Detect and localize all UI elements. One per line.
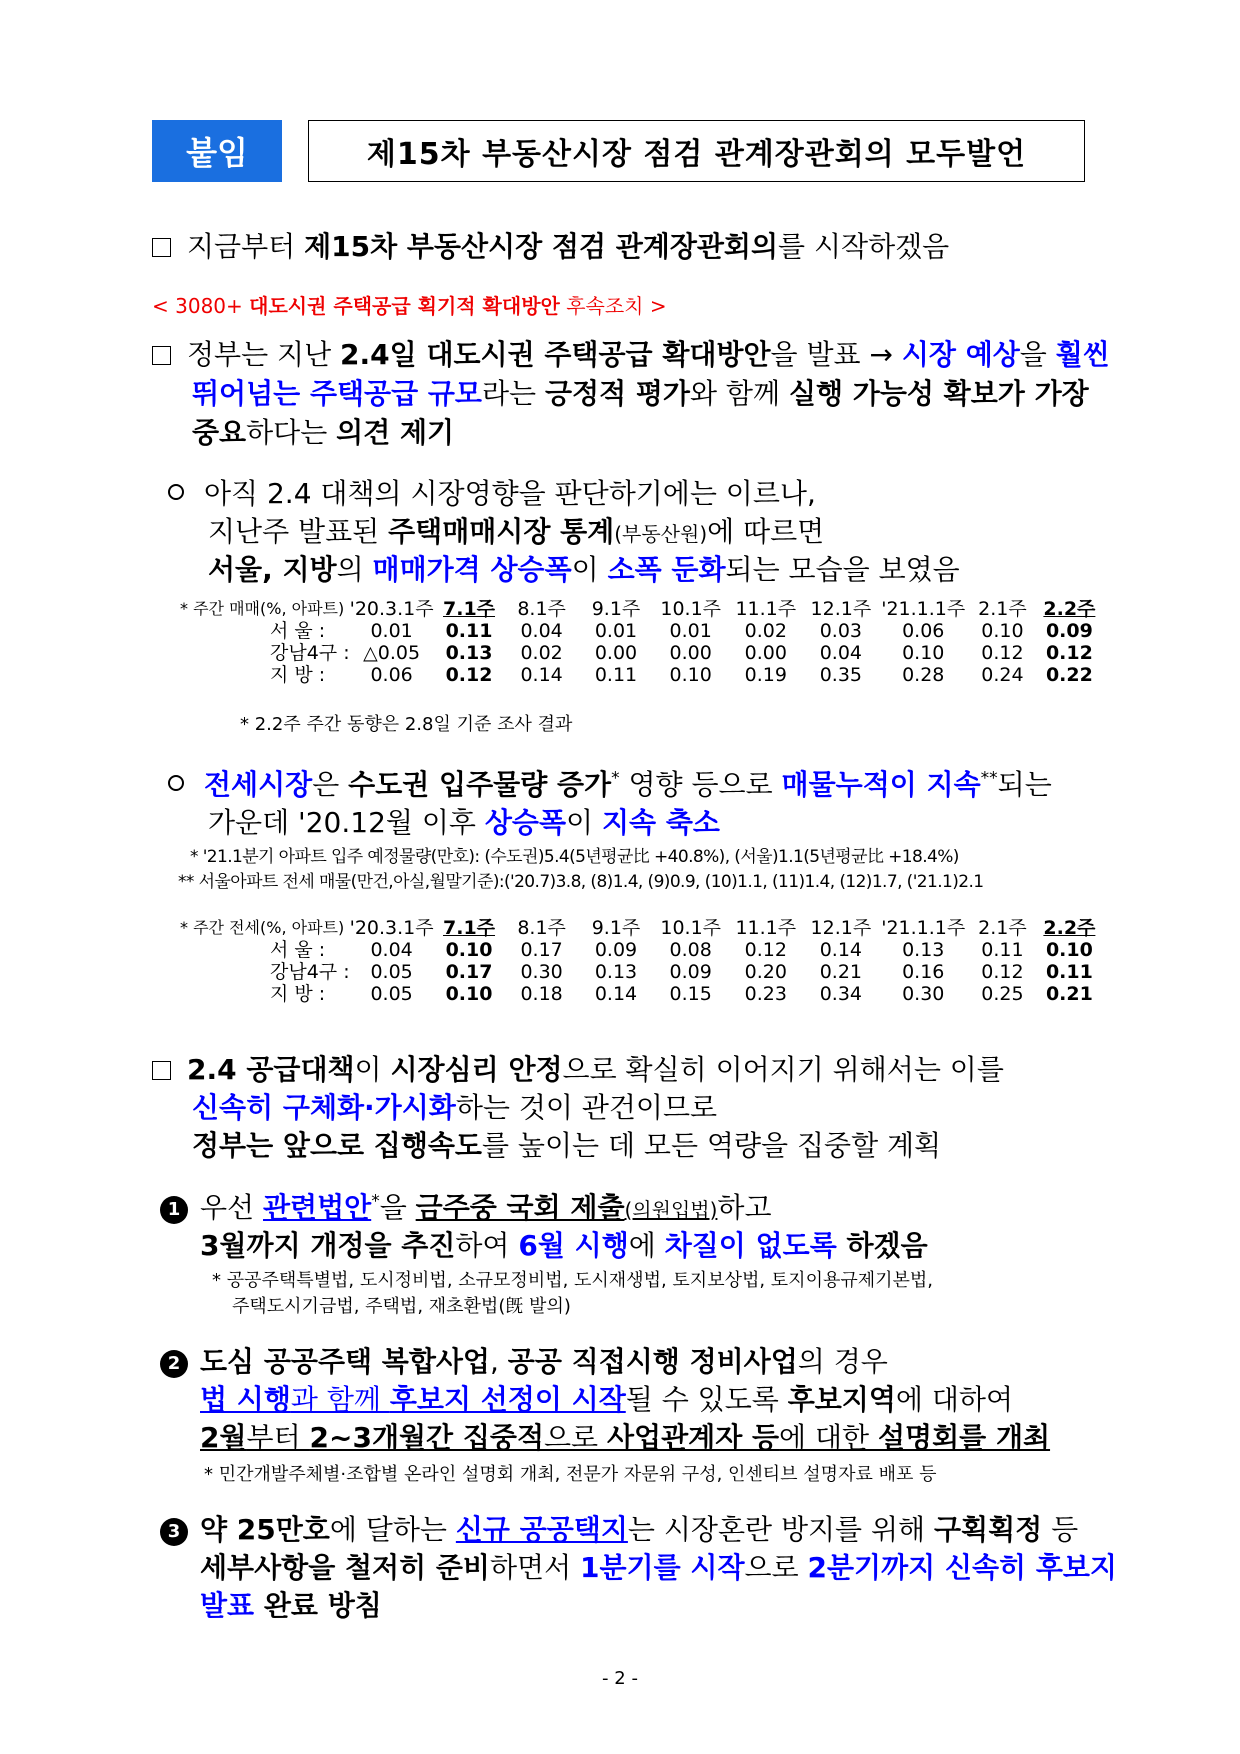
paragraph-policy-line1: [152, 1048, 1004, 1088]
text-bold: 실행 가능성 확보가 가장: [788, 377, 1089, 410]
text: 후속조치 >: [559, 294, 667, 318]
item-3-line3: [200, 1584, 382, 1624]
text-blue: 매물누적이 지속: [781, 768, 981, 801]
text-blue: 관련법안: [263, 1191, 372, 1224]
text: 영향 등으로: [619, 768, 782, 801]
row-label: 지 방 :: [270, 664, 326, 686]
column-header: 2.2주: [1043, 917, 1096, 939]
text: 우선: [200, 1191, 263, 1224]
paragraph-market-line1: [168, 472, 816, 512]
column-header: 11.1주: [735, 598, 797, 620]
text-bold: 공공 직접시행 정비사업: [507, 1345, 798, 1378]
text-bold: 설명회를 개최: [878, 1421, 1051, 1454]
text-bold: 구획획정: [934, 1513, 1043, 1546]
item-1-line2: [200, 1224, 928, 1264]
table-header-row: [180, 598, 1102, 620]
table-cell: 0.06: [902, 620, 945, 642]
column-header: '20.3.1주: [349, 598, 434, 620]
text-blue: 6월 시행: [518, 1229, 629, 1262]
text-bold: 3월까지 개정을 추진: [200, 1229, 456, 1262]
paragraph-jeonse-line2: [208, 801, 720, 841]
text: < 3080+: [152, 294, 250, 318]
circle-bullet-icon: [168, 484, 184, 500]
text-blue: 1분기를 시작: [580, 1551, 745, 1584]
table-row: [180, 961, 1102, 983]
text: 으로: [544, 1421, 607, 1454]
table-row: [180, 664, 1102, 686]
row-label: 강남4구 :: [270, 642, 350, 664]
text: 지금부터: [187, 230, 305, 263]
document-title: 제15차 부동산시장 점검 관계장관회의 모두발언: [308, 120, 1085, 182]
column-header: 9.1주: [591, 917, 641, 939]
table-cell: 0.17: [520, 939, 563, 961]
text: 이: [566, 806, 602, 839]
text-blue: 매매가격 상승폭: [372, 553, 572, 586]
text-bold: 사업관계자 등: [607, 1421, 780, 1454]
text: 이: [571, 553, 608, 586]
text-bold: 2월: [200, 1421, 247, 1454]
column-header: '21.1.1주: [881, 598, 966, 620]
table-cell: 0.14: [594, 983, 638, 1005]
circle-bullet-icon: [168, 775, 184, 791]
item-2-footnote: * 민간개발주체별·조합별 온라인 설명회 개최, 전문가 자문위 구성, 인센티브 설명자료 배포 등: [204, 1464, 937, 1485]
text: 와 함께: [689, 377, 789, 410]
text: 를 높이는 데 모든 역량을 집중할 계획: [481, 1129, 942, 1162]
number-2-icon: 2: [160, 1350, 188, 1378]
text-blue: 신규 공공택지: [455, 1513, 628, 1546]
table-cell: 0.21: [819, 961, 863, 983]
text: 의: [336, 553, 373, 586]
text-bold: 서울, 지방: [208, 553, 337, 586]
table-cell: 0.01: [594, 620, 638, 642]
table-cell: 0.11: [981, 939, 1024, 961]
table-cell: 0.20: [744, 961, 787, 983]
row-label: 강남4구 :: [270, 961, 350, 983]
table-cell: 0.10: [445, 983, 493, 1005]
table-cell: 0.25: [981, 983, 1024, 1005]
text: 을 발표 →: [770, 338, 902, 371]
checkbox-bullet-icon: [152, 1061, 171, 1080]
table-row: [180, 642, 1102, 664]
text: 하면서: [489, 1551, 581, 1584]
table-cell: 0.30: [902, 983, 945, 1005]
text-bold: 완료 방침: [254, 1589, 382, 1622]
text: 를 시작하겠음: [778, 230, 950, 263]
text: 에: [628, 1229, 665, 1262]
table-cell: 0.10: [981, 620, 1024, 642]
text-bold: 2.4일 대도시권 주택공급 확대방안: [340, 338, 771, 371]
table-cell: 0.22: [1045, 664, 1093, 686]
number-3-icon: 3: [160, 1518, 188, 1546]
paragraph-government-line2: [192, 372, 1089, 412]
text: 부터: [246, 1421, 310, 1454]
table-cell: 0.11: [445, 620, 493, 642]
table-cell: 0.05: [370, 983, 413, 1005]
table-cell: 0.02: [744, 620, 787, 642]
number-1-icon: 1: [160, 1196, 188, 1224]
text-bold: 금주중 국회 제출: [415, 1191, 625, 1224]
table-cell: 0.24: [981, 664, 1024, 686]
table-cell: 0.01: [669, 620, 712, 642]
footnote-1: * '21.1분기 아파트 입주 예정물량(만호): (수도권)5.4(5년평균比 +40.8%), (서울)1.1(5년평균比 +18.4%): [190, 847, 959, 867]
text: 의 경우: [797, 1345, 888, 1378]
text: ,: [489, 1345, 508, 1378]
text: 될 수 있도록: [625, 1383, 788, 1416]
paragraph-market-line2: [208, 510, 824, 550]
table-note: * 2.2주 주간 동향은 2.8일 기준 조사 결과: [240, 714, 573, 735]
table-cell: 0.10: [902, 642, 945, 664]
table-cell: 0.10: [669, 664, 712, 686]
text: 으로: [744, 1551, 808, 1584]
table-cell: 0.21: [1045, 983, 1093, 1005]
table-cell: 0.13: [594, 961, 638, 983]
jeonse-price-table: [180, 917, 1102, 1005]
table-cell: 0.35: [819, 664, 863, 686]
table-cell: 0.09: [669, 961, 712, 983]
column-header: 7.1주: [443, 917, 496, 939]
text-bold: 약 25만호: [200, 1513, 330, 1546]
row-label: 지 방 :: [270, 983, 326, 1005]
text: 을: [379, 1191, 416, 1224]
table-cell: 0.12: [981, 961, 1024, 983]
table-cell: 0.00: [744, 642, 787, 664]
text-blue: 신속히 구체화·가시화: [192, 1091, 456, 1124]
table-cell: 0.05: [370, 961, 413, 983]
table-cell: 0.12: [1045, 642, 1093, 664]
text: 으로 확실히 이어지기 위해서는 이를: [562, 1053, 1004, 1086]
column-header: 10.1주: [660, 598, 722, 620]
column-header: '21.1.1주: [881, 917, 966, 939]
attachment-badge: 붙임: [152, 120, 282, 182]
text: 는 시장혼란 방지를 위해: [627, 1513, 934, 1546]
text: 지난주 발표된: [208, 515, 389, 548]
table-cell: 0.15: [669, 983, 712, 1005]
table-caption: * 주간 매매(%, 아파트): [180, 599, 345, 618]
item-1-footnote-1: * 공공주택특별법, 도시정비법, 소규모정비법, 도시재생법, 토지보상법, 토지이용규제기본법,: [212, 1270, 934, 1291]
table-cell: 0.16: [902, 961, 945, 983]
table-cell: 0.17: [445, 961, 493, 983]
column-header: 12.1주: [810, 917, 872, 939]
text-blue: 후보지 선정이 시작: [389, 1383, 626, 1416]
table-cell: 0.23: [744, 983, 787, 1005]
column-header: 8.1주: [517, 917, 566, 939]
text-small: (부동산원): [614, 522, 708, 546]
table-cell: 0.12: [981, 642, 1024, 664]
text-small: (의원입법): [624, 1198, 718, 1222]
text-bold: 수도권 입주물량 증가: [348, 768, 612, 801]
page-number: - 2 -: [602, 1668, 638, 1689]
text-blue: 전세시장: [204, 768, 313, 801]
text: 하다는: [246, 416, 337, 449]
text-bold: 후보지역: [787, 1383, 896, 1416]
text-bold: 정부는 앞으로 집행속도: [192, 1129, 482, 1162]
table-cell: 0.04: [520, 620, 563, 642]
row-label: 서 울 :: [270, 620, 326, 642]
column-header: 8.1주: [517, 598, 566, 620]
paragraph-policy-line2: [192, 1086, 717, 1126]
table-cell: 0.30: [520, 961, 563, 983]
item-2-line3: [200, 1416, 1050, 1456]
text: 이: [354, 1053, 391, 1086]
table-header-row: [180, 917, 1102, 939]
item-2-line1: [160, 1340, 888, 1380]
checkbox-bullet-icon: [152, 346, 171, 365]
table-cell: 0.00: [594, 642, 638, 664]
text-bold: 세부사항을 철저히 준비: [200, 1551, 490, 1584]
paragraph-market-line3: [208, 548, 960, 588]
table-row: [180, 620, 1102, 642]
table-cell: 0.28: [902, 664, 945, 686]
column-header: '20.3.1주: [349, 917, 434, 939]
checkbox-bullet-icon: [152, 238, 171, 257]
item-3-line1: [160, 1508, 1078, 1548]
table-cell: 0.01: [370, 620, 413, 642]
text: 에 달하는: [329, 1513, 456, 1546]
table-cell: 0.04: [370, 939, 413, 961]
item-3-line2: [200, 1546, 1117, 1586]
footnote-2: ** 서울아파트 전세 매물(만건,아실,월말기준):('20.7)3.8, (8)1.4, (9)0.9, (10)1.1, (11)1.4, (12)1.7, ('21.1)2.1: [178, 872, 984, 892]
text-bold: 도심 공공주택 복합사업: [200, 1345, 490, 1378]
table-cell: 0.12: [744, 939, 787, 961]
column-header: 7.1주: [443, 598, 496, 620]
table-cell: 0.10: [1045, 939, 1093, 961]
text: 하여: [455, 1229, 519, 1262]
table-cell: 0.14: [520, 664, 563, 686]
subheading-followup: [152, 290, 667, 319]
table-cell: 0.11: [1045, 961, 1093, 983]
text-bold: 긍정적 평가: [544, 377, 690, 410]
text-blue: 상승폭: [484, 806, 567, 839]
table-cell: 0.13: [445, 642, 493, 664]
text: 되는: [997, 768, 1052, 801]
table-cell: 0.14: [819, 939, 863, 961]
text: 아직 2.4 대책의 시장영향을 판단하기에는 이르나,: [204, 477, 816, 510]
text: 에 대한: [779, 1421, 878, 1454]
column-header: 10.1주: [660, 917, 722, 939]
table-cell: △0.05: [363, 642, 421, 664]
table-cell: 0.03: [819, 620, 863, 642]
text: 은: [312, 768, 349, 801]
footnote-marker: *: [371, 1191, 380, 1212]
paragraph-jeonse-line1: [168, 763, 1052, 803]
table-cell: 0.09: [594, 939, 638, 961]
text-blue: 법 시행: [200, 1383, 291, 1416]
text: 등: [1042, 1513, 1079, 1546]
text: 되는 모습을 보였음: [725, 553, 960, 586]
table-cell: 0.00: [669, 642, 712, 664]
text-bold: 제15차 부동산시장 점검 관계장관회의: [304, 230, 779, 263]
table-cell: 0.34: [819, 983, 863, 1005]
text: 정부는 지난: [187, 338, 341, 371]
table-cell: 0.06: [370, 664, 413, 686]
text-bold: 의견 제기: [336, 416, 455, 449]
text-bold: 2.4 공급대책: [187, 1053, 355, 1086]
text: 을: [1019, 338, 1056, 371]
table-cell: 0.13: [902, 939, 945, 961]
column-header: 2.1주: [978, 917, 1027, 939]
text-blue: 시장 예상: [901, 338, 1020, 371]
text-bold: 대도시권 주택공급 획기적 확대방안: [249, 294, 560, 318]
text-bold: 중요: [192, 416, 247, 449]
text-blue: 지속 축소: [601, 806, 720, 839]
text-blue: 훨씬: [1055, 338, 1110, 371]
item-2-line2: [200, 1378, 1013, 1418]
text-bold: 시장심리 안정: [390, 1053, 563, 1086]
footnote-marker: *: [611, 768, 620, 789]
text: 에 대하여: [895, 1383, 1013, 1416]
text-blue: 2분기까지 신속히 후보지: [807, 1551, 1117, 1584]
item-1-line1: [160, 1186, 772, 1226]
column-header: 2.2주: [1043, 598, 1096, 620]
column-header: 9.1주: [591, 598, 641, 620]
table-cell: 0.02: [520, 642, 563, 664]
paragraph-opening: [152, 225, 949, 265]
paragraph-policy-line3: [192, 1124, 941, 1164]
row-label: 서 울 :: [270, 939, 326, 961]
text-blue: 차질이 없도록: [664, 1229, 837, 1262]
column-header: 2.1주: [978, 598, 1027, 620]
item-1-footnote-2: 주택도시기금법, 주택법, 재초환법(旣 발의): [232, 1296, 571, 1317]
text-blue: 과 함께: [290, 1383, 390, 1416]
text-bold: 주택매매시장 통계: [388, 515, 615, 548]
table-cell: 0.11: [594, 664, 638, 686]
text-blue: 뛰어넘는 주택공급 규모: [192, 377, 482, 410]
table-cell: 0.10: [445, 939, 493, 961]
text-bold: 하겠음: [836, 1229, 928, 1262]
text: 에 따르면: [707, 515, 825, 548]
text: 하고: [717, 1191, 772, 1224]
table-cell: 0.09: [1045, 620, 1093, 642]
text: 하는 것이 관건이므로: [455, 1091, 718, 1124]
table-row: [180, 939, 1102, 961]
table-caption: * 주간 전세(%, 아파트): [180, 918, 345, 937]
table-cell: 0.19: [744, 664, 787, 686]
sales-price-table: [180, 598, 1102, 686]
text-bold: 2~3개월간 집중적: [309, 1421, 544, 1454]
table-cell: 0.04: [819, 642, 863, 664]
text: 가운데 '20.12월 이후: [208, 806, 485, 839]
text-blue: 발표: [200, 1589, 255, 1622]
column-header: 11.1주: [735, 917, 797, 939]
text-blue: 소폭 둔화: [607, 553, 726, 586]
table-row: [180, 983, 1102, 1005]
footnote-marker: **: [980, 768, 998, 789]
table-cell: 0.12: [445, 664, 493, 686]
table-cell: 0.08: [669, 939, 712, 961]
paragraph-government-line1: [152, 333, 1110, 373]
table-cell: 0.18: [520, 983, 563, 1005]
text: 라는: [481, 377, 545, 410]
column-header: 12.1주: [810, 598, 872, 620]
paragraph-government-line3: [192, 411, 454, 451]
